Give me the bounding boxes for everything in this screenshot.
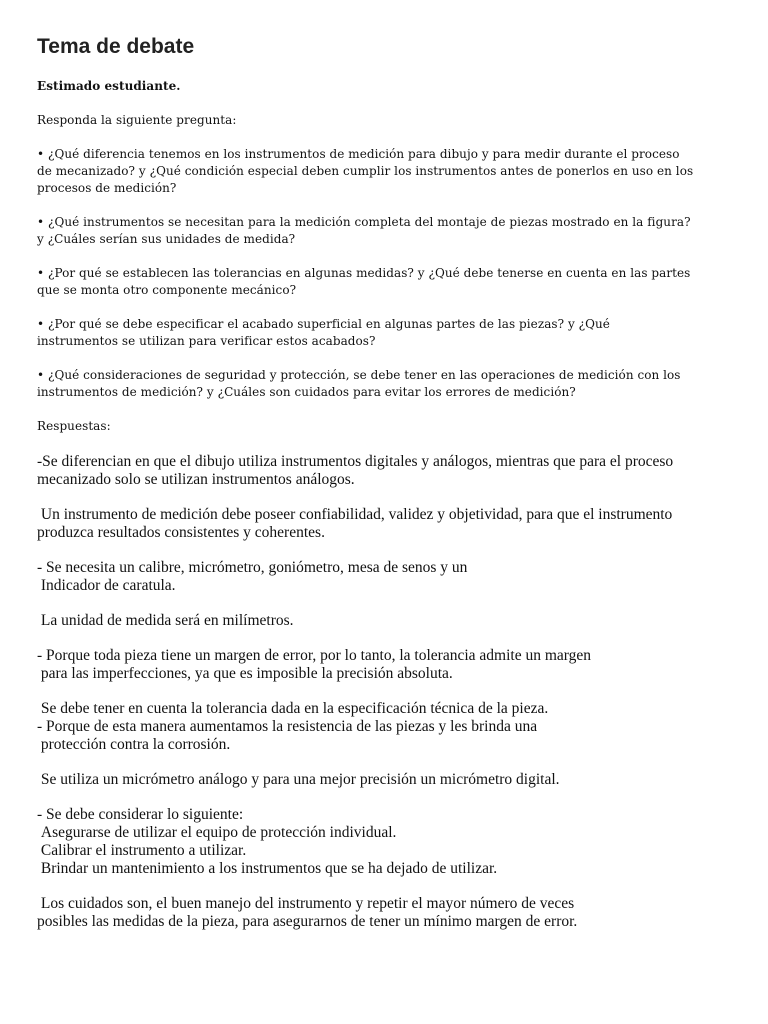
greeting-text: Estimado estudiante. [37, 79, 181, 93]
question-5: • ¿Qué consideraciones de seguridad y protección, se debe tener en las operaciones de medición con los instrumentos de medición? y ¿Cuáles son cuidados para evitar los errores de medición? [37, 368, 681, 399]
answer-7: Se utiliza un micrómetro análogo y para una mejor precisión un micrómetro digital. [37, 771, 560, 788]
answer-6: Se debe tener en cuenta la tolerancia dada en la especificación técnica de la pieza. - Porque de esta manera aumentamos la resistencia de las piezas y les brinda una protección contra la corrosión. [37, 700, 549, 753]
answer-1: -Se diferencian en que el dibujo utiliza instrumentos digitales y análogos, mientras que para el proceso mecanizado solo se utilizan instrumentos análogos. [37, 453, 674, 488]
instruction-text: Responda la siguiente pregunta: [37, 113, 237, 127]
answer-5: - Porque toda pieza tiene un margen de error, por lo tanto, la tolerancia admite un margen para las imperfecciones, ya que es imposible la precisión absoluta. [37, 647, 592, 682]
question-2: • ¿Qué instrumentos se necesitan para la medición completa del montaje de piezas mostrado en la figura? y ¿Cuáles serían sus unidades de medida? [37, 215, 691, 246]
answer-4: La unidad de medida será en milímetros. [37, 612, 294, 629]
answer-8: - Se debe considerar lo siguiente: Asegurarse de utilizar el equipo de protección individual. Calibrar el instrumento a utilizar. Brindar un mantenimiento a los instrumentos que se ha dejado de utilizar. [37, 806, 498, 877]
answer-3: - Se necesita un calibre, micrómetro, goniómetro, mesa de senos y un Indicador de caratula. [37, 559, 468, 594]
question-4: • ¿Por qué se debe especificar el acabado superficial en algunas partes de las piezas? y ¿Qué instrumentos se utilizan para verificar estos acabados? [37, 317, 610, 348]
question-1: • ¿Qué diferencia tenemos en los instrumentos de medición para dibujo y para medir durante el proceso de mecanizado? y ¿Qué condición especial deben cumplir los instrumentos antes de ponerlos en uso en los procesos de medición? [37, 147, 694, 195]
document-page [37, 34, 737, 931]
question-3: • ¿Por qué se establecen las tolerancias en algunas medidas? y ¿Qué debe tenerse en cuenta en las partes que se monta otro componente mecánico? [37, 266, 691, 297]
answers-heading: Respuestas: [37, 419, 111, 433]
answer-2: Un instrumento de medición debe poseer confiabilidad, validez y objetividad, para que el instrumento produzca resultados consistentes y coherentes. [37, 506, 673, 541]
answer-9: Los cuidados son, el buen manejo del instrumento y repetir el mayor número de veces posibles las medidas de la pieza, para asegurarnos de tener un mínimo margen de error. [37, 895, 578, 930]
document-title: Tema de debate [37, 35, 195, 58]
